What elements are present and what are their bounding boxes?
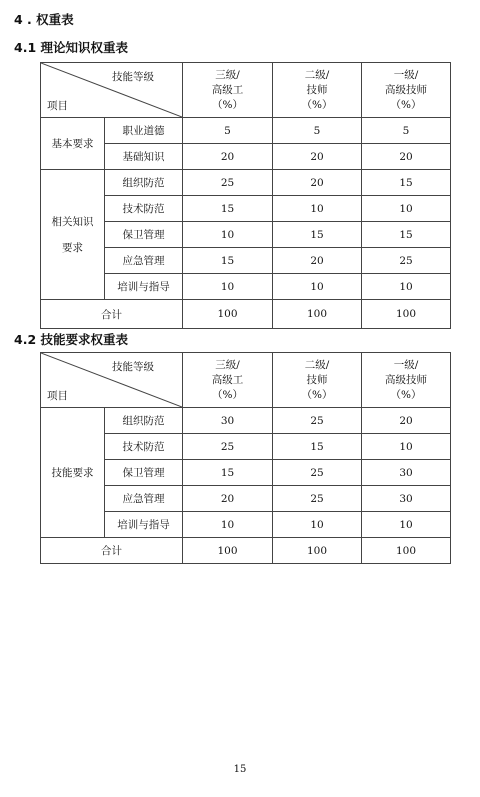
item-cell: 基础知识	[105, 144, 183, 170]
value-cell: 30	[183, 408, 273, 434]
value-cell: 10	[362, 434, 451, 460]
value-cell: 10	[362, 274, 451, 300]
level-header-line: 技师	[306, 373, 328, 386]
total-value: 100	[362, 538, 451, 564]
level-1-header	[362, 63, 451, 118]
level-header-line: 二级/	[304, 358, 330, 371]
level-header-line: 高级技师	[385, 83, 427, 96]
category-cell: 基本要求	[41, 118, 105, 170]
total-row	[41, 300, 451, 329]
table-row	[41, 408, 451, 434]
level-header-line: 一级/	[393, 68, 419, 81]
diagonal-header-cell	[41, 63, 183, 118]
value-cell: 10	[362, 196, 451, 222]
value-cell: 20	[273, 170, 362, 196]
value-cell: 15	[362, 170, 451, 196]
level-header-line: 三级/	[215, 68, 240, 81]
level-header-line: 高级工	[211, 373, 244, 386]
item-cell: 技术防范	[105, 434, 183, 460]
level-header-line: （%）	[390, 98, 422, 111]
value-cell: 30	[362, 460, 451, 486]
value-cell: 10	[273, 512, 362, 538]
level-2-header	[273, 353, 362, 408]
value-cell: 15	[273, 222, 362, 248]
level-header-line: （%）	[301, 388, 333, 401]
category-line: 相关知识	[51, 215, 94, 228]
section-heading-4-1: 4.1 理论知识权重表	[14, 40, 128, 55]
value-cell: 25	[362, 248, 451, 274]
table-row	[41, 118, 451, 144]
item-cell: 应急管理	[105, 486, 183, 512]
total-value: 100	[273, 538, 362, 564]
value-cell: 20	[273, 144, 362, 170]
item-cell: 职业道德	[105, 118, 183, 144]
total-label: 合计	[41, 538, 183, 564]
value-cell: 5	[273, 118, 362, 144]
value-cell: 20	[362, 144, 451, 170]
value-cell: 5	[362, 118, 451, 144]
level-header-line: 三级/	[215, 358, 240, 371]
value-cell: 25	[273, 460, 362, 486]
category-cell: 技能要求	[41, 408, 105, 538]
item-cell: 技术防范	[105, 196, 183, 222]
item-cell: 保卫管理	[105, 222, 183, 248]
table-header-row	[41, 63, 451, 118]
value-cell: 15	[183, 248, 273, 274]
level-header-line: （%）	[301, 98, 333, 111]
diagonal-header-cell	[41, 353, 183, 408]
value-cell: 15	[183, 196, 273, 222]
value-cell: 25	[273, 408, 362, 434]
level-header-line: （%）	[390, 388, 422, 401]
total-row	[41, 538, 451, 564]
level-header-line: 技师	[306, 83, 328, 96]
total-value: 100	[273, 300, 362, 329]
level-header-line: 高级工	[211, 83, 244, 96]
value-cell: 25	[183, 434, 273, 460]
table-row	[41, 170, 451, 196]
value-cell: 25	[183, 170, 273, 196]
total-value: 100	[183, 300, 273, 329]
level-1-header	[362, 353, 451, 408]
level-header-line: 一级/	[393, 358, 419, 371]
value-cell: 5	[183, 118, 273, 144]
value-cell: 20	[273, 248, 362, 274]
item-label: 项目	[47, 390, 68, 402]
value-cell: 10	[273, 196, 362, 222]
item-cell: 应急管理	[105, 248, 183, 274]
total-label: 合计	[41, 300, 183, 329]
skill-level-label: 技能等级	[112, 361, 154, 373]
item-cell: 培训与指导	[105, 274, 183, 300]
level-header-line: （%）	[212, 98, 243, 111]
level-3-header	[183, 63, 273, 118]
category-line: 要求	[62, 241, 83, 254]
item-cell: 保卫管理	[105, 460, 183, 486]
section-heading-4-2: 4.2 技能要求权重表	[14, 332, 128, 347]
value-cell: 15	[362, 222, 451, 248]
skill-level-label: 技能等级	[112, 71, 154, 83]
value-cell: 10	[183, 274, 273, 300]
value-cell: 10	[362, 512, 451, 538]
value-cell: 20	[183, 486, 273, 512]
theory-weight-table	[40, 62, 451, 329]
level-header-line: 二级/	[304, 68, 330, 81]
item-cell: 组织防范	[105, 170, 183, 196]
category-cell	[41, 170, 105, 300]
value-cell: 15	[273, 434, 362, 460]
section-heading-4: 4 . 权重表	[14, 12, 74, 27]
value-cell: 15	[183, 460, 273, 486]
value-cell: 25	[273, 486, 362, 512]
total-value: 100	[362, 300, 451, 329]
value-cell: 10	[183, 512, 273, 538]
item-cell: 组织防范	[105, 408, 183, 434]
page-number: 15	[233, 764, 247, 775]
value-cell: 30	[362, 486, 451, 512]
item-label: 项目	[47, 100, 68, 112]
level-3-header	[183, 353, 273, 408]
value-cell: 10	[273, 274, 362, 300]
level-2-header	[273, 63, 362, 118]
skill-weight-table	[40, 352, 451, 564]
value-cell: 10	[183, 222, 273, 248]
table-header-row	[41, 353, 451, 408]
value-cell: 20	[183, 144, 273, 170]
level-header-line: （%）	[212, 388, 243, 401]
value-cell: 20	[362, 408, 451, 434]
total-value: 100	[183, 538, 273, 564]
level-header-line: 高级技师	[385, 373, 427, 386]
item-cell: 培训与指导	[105, 512, 183, 538]
